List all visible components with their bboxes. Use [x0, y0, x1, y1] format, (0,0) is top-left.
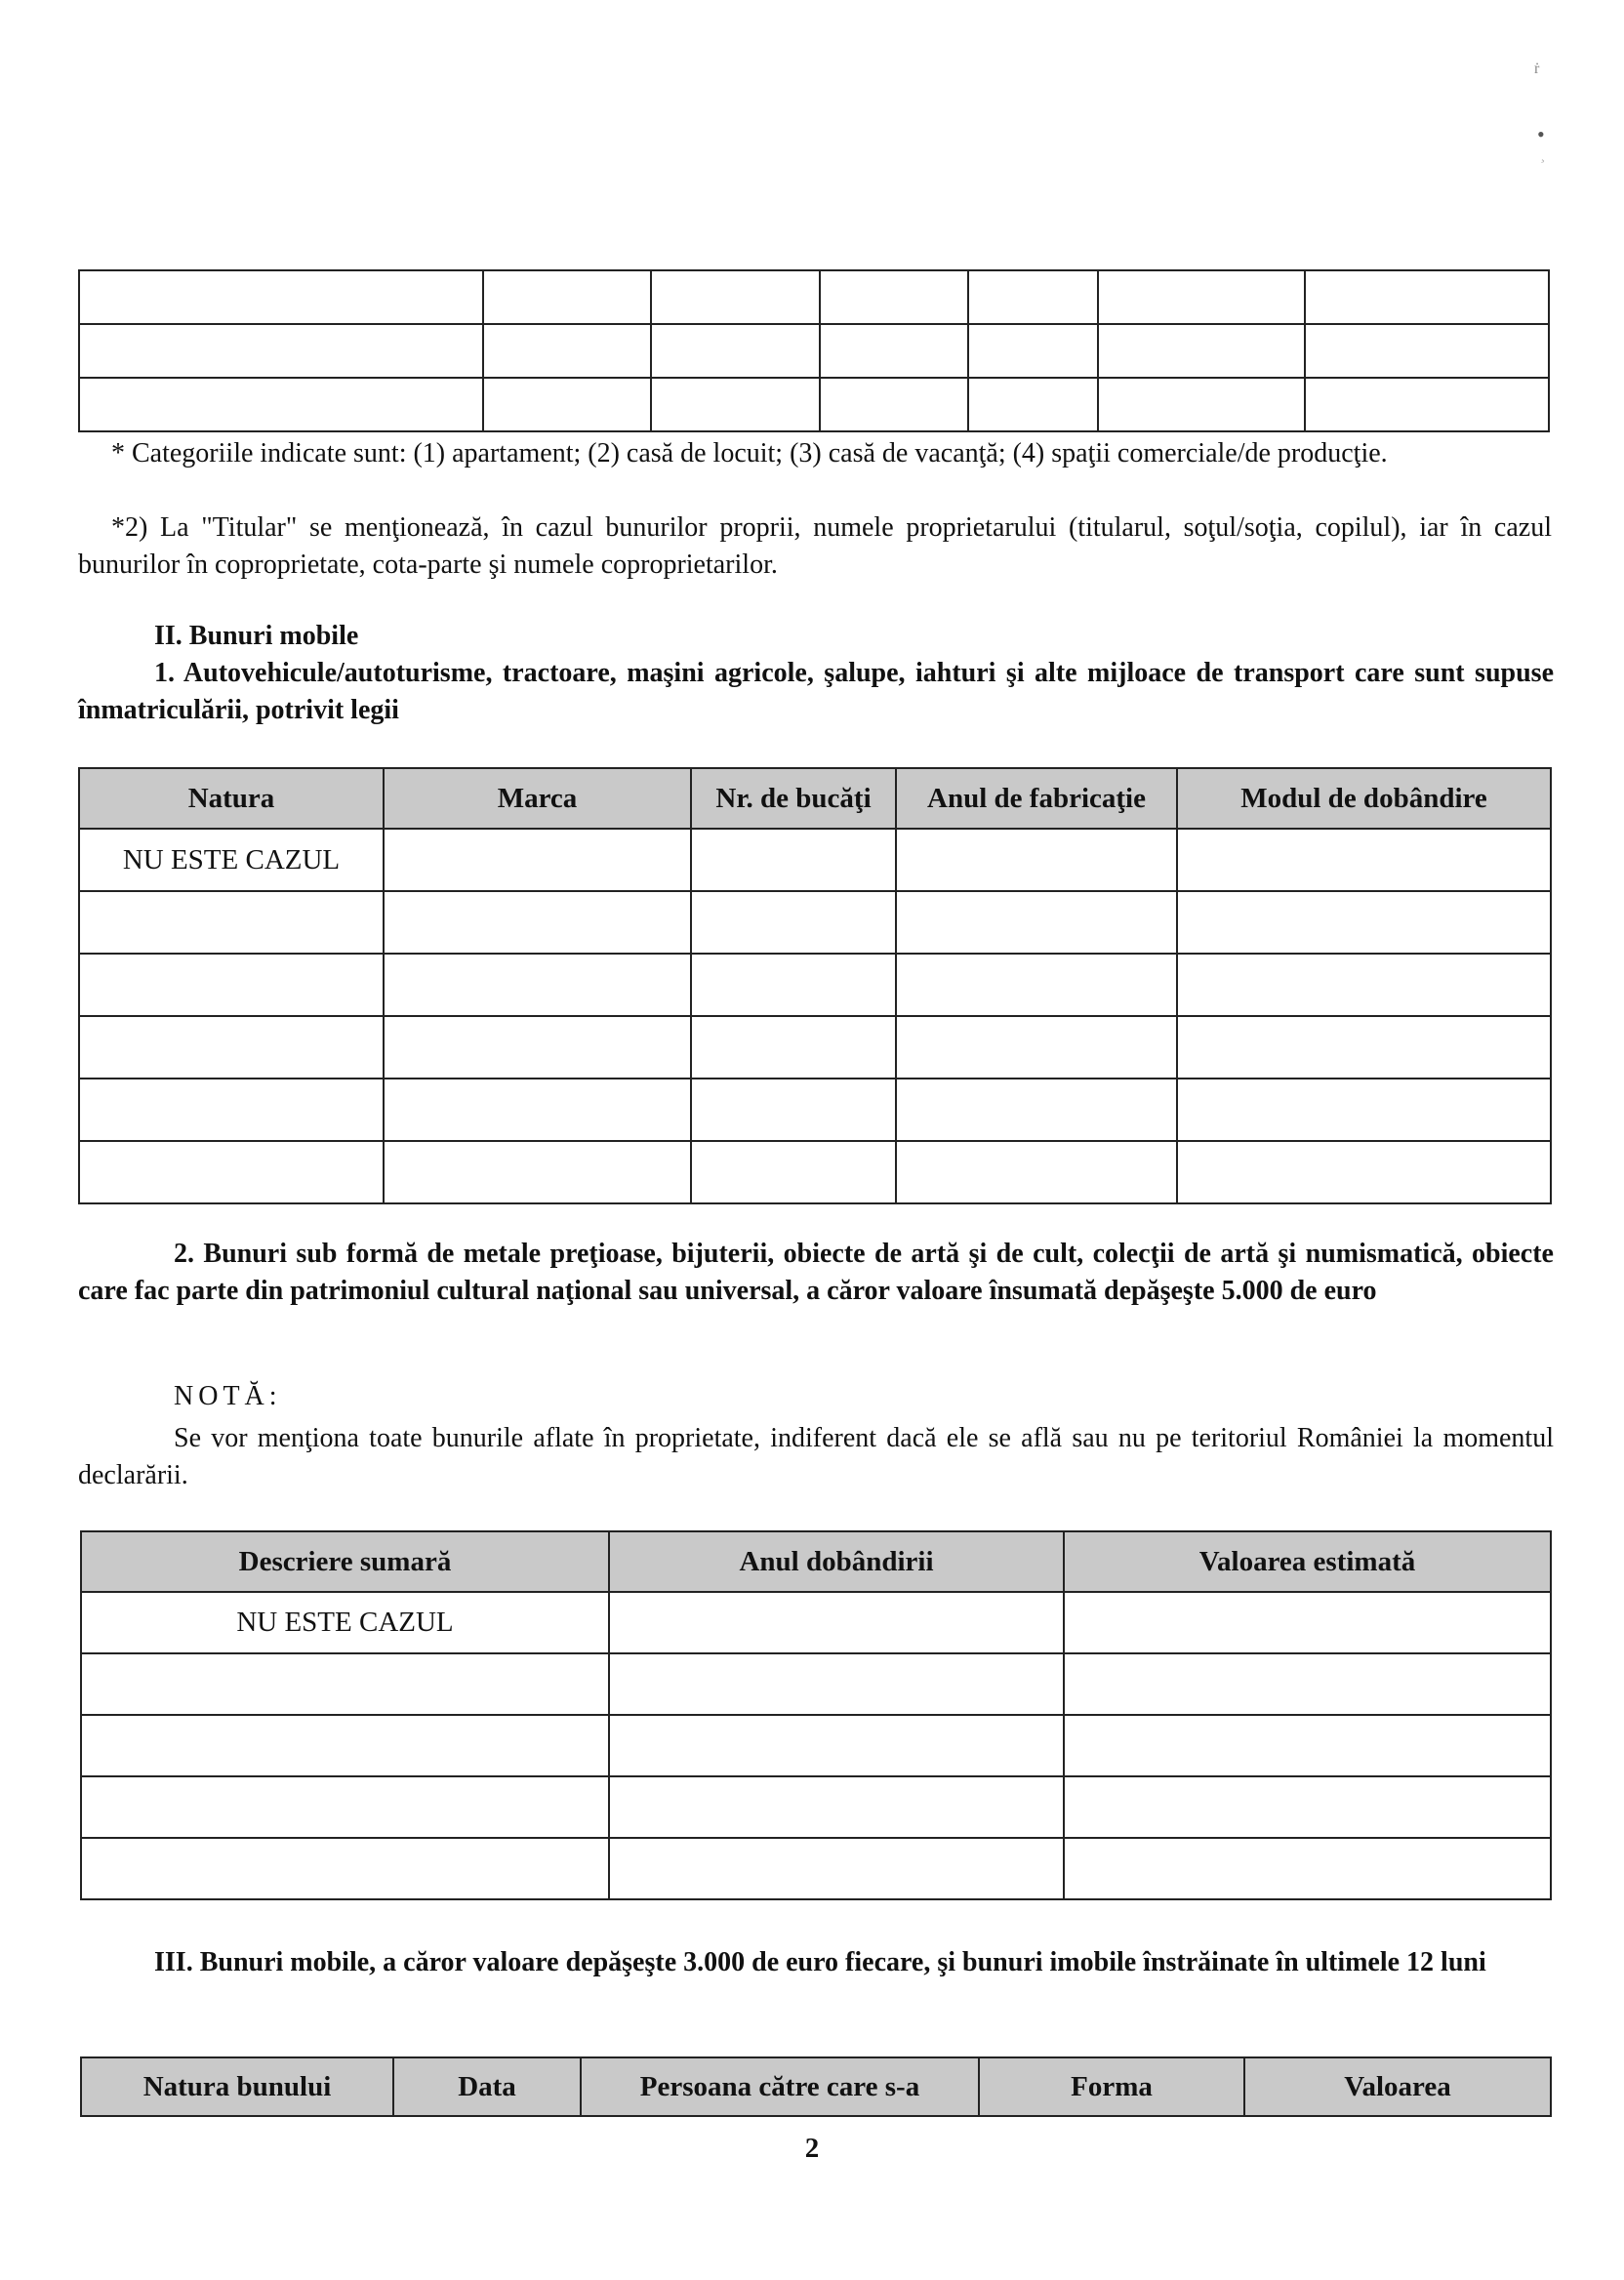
column-header: Natura bunului [81, 2057, 393, 2116]
table-cell [896, 954, 1177, 1016]
table-alienated-goods [80, 2056, 1552, 2117]
table-cell [691, 829, 896, 891]
column-header: Marca [384, 768, 691, 829]
column-header: Forma [979, 2057, 1244, 2116]
table-cell [1064, 1715, 1551, 1776]
table-row [79, 1079, 1551, 1141]
table-row [79, 270, 1549, 324]
table-cell [1064, 1653, 1551, 1715]
table-row [79, 1141, 1551, 1203]
table-cell [384, 1141, 691, 1203]
subsection-heading-precious-goods: 2. Bunuri sub formă de metale preţioase, bijuterii, obiecte de artă şi de cult, colecţii de artă şi numismatică, obiecte care fac parte din patrimoniul cultural naţional sau universal, a căror valoare însumată depăşeşte 5.000 de euro [78, 1239, 1554, 1306]
table-cell [1177, 829, 1551, 891]
table-cell [384, 891, 691, 954]
table-cell [79, 1141, 384, 1203]
table-row [81, 1776, 1551, 1838]
subsection-heading-vehicles: 1. Autovehicule/autoturisme, tractoare, maşini agricole, şalupe, iahturi şi alte mijloace de transport care sunt supuse înmatriculării, potrivit legii [78, 658, 1554, 725]
column-header: Valoarea estimată [1064, 1531, 1551, 1592]
table-header-row [81, 2057, 1551, 2116]
column-header: Data [393, 2057, 581, 2116]
table-cell [609, 1653, 1064, 1715]
table-header-row [79, 768, 1551, 829]
table-header-row [81, 1531, 1551, 1592]
page-number: 2 [804, 2133, 820, 2164]
table-row [81, 1715, 1551, 1776]
table-cell [81, 1838, 609, 1899]
table-cell [1064, 1592, 1551, 1653]
table-cell [79, 1079, 384, 1141]
table-row [81, 1592, 1551, 1653]
table-row [79, 954, 1551, 1016]
table-cell [1177, 1079, 1551, 1141]
column-header: Natura [79, 768, 384, 829]
table-cell [81, 1653, 609, 1715]
table-cell [896, 1016, 1177, 1079]
nota-label: NOTĂ: [174, 1381, 282, 1411]
column-header: Nr. de bucăţi [691, 768, 896, 829]
table-cell [384, 1079, 691, 1141]
table-cell [896, 891, 1177, 954]
table-row [79, 891, 1551, 954]
table-cell [79, 954, 384, 1016]
footnote-categories: * Categoriile indicate sunt: (1) apartament; (2) casă de locuit; (3) casă de vacanţă; (4) spaţii comerciale/de producţie. [111, 438, 1388, 468]
table-cell: NU ESTE CAZUL [81, 1592, 609, 1653]
table-cell [896, 1079, 1177, 1141]
table-cell [609, 1776, 1064, 1838]
table-cell [609, 1715, 1064, 1776]
table-row [79, 324, 1549, 378]
table-cell [1064, 1776, 1551, 1838]
table-immovable-continuation [78, 269, 1550, 432]
table-cell [79, 1016, 384, 1079]
scan-mark-3: ¸ [1540, 146, 1546, 163]
table-cell [384, 829, 691, 891]
table-cell [384, 954, 691, 1016]
table-cell [609, 1838, 1064, 1899]
table-cell [896, 1141, 1177, 1203]
column-header: Descriere sumară [81, 1531, 609, 1592]
table-cell [691, 954, 896, 1016]
table-row [79, 829, 1551, 891]
table-row [79, 378, 1549, 431]
table-precious-goods [80, 1530, 1552, 1900]
footnote-titular: *2) La "Titular" se menţionează, în cazul bunurilor proprii, numele proprietarului (titularul, soţul/soţia, copilul), iar în cazul bunurilor în coproprietate, cota-parte şi numele coproprietarilor. [78, 512, 1552, 580]
table-cell [384, 1016, 691, 1079]
scan-mark-1: ṙ [1534, 61, 1540, 77]
table-cell [1177, 891, 1551, 954]
table-row [81, 1653, 1551, 1715]
scan-mark-2: • [1537, 122, 1545, 146]
table-cell [1064, 1838, 1551, 1899]
table-cell [1177, 954, 1551, 1016]
table-vehicles [78, 767, 1552, 1204]
column-header: Modul de dobândire [1177, 768, 1551, 829]
table-cell [81, 1776, 609, 1838]
table-cell [691, 1079, 896, 1141]
table-cell [79, 891, 384, 954]
column-header: Persoana către care s-a [581, 2057, 979, 2116]
nota-text: Se vor menţiona toate bunurile aflate în proprietate, indiferent dacă ele se află sau nu pe teritoriul României la momentul declarării. [78, 1423, 1554, 1490]
table-cell: NU ESTE CAZUL [79, 829, 384, 891]
table-cell [691, 1141, 896, 1203]
column-header: Anul dobândirii [609, 1531, 1064, 1592]
table-cell [691, 1016, 896, 1079]
table-row [79, 1016, 1551, 1079]
table-cell [1177, 1016, 1551, 1079]
section-heading-bunuri-mobile: II. Bunuri mobile [154, 621, 359, 651]
table-cell [691, 891, 896, 954]
table-cell [609, 1592, 1064, 1653]
table-cell [1177, 1141, 1551, 1203]
section-heading-alienated-goods: III. Bunuri mobile, a căror valoare depăşeşte 3.000 de euro fiecare, şi bunuri imobile înstrăinate în ultimele 12 luni [154, 1947, 1486, 1977]
table-row [81, 1838, 1551, 1899]
table-cell [896, 829, 1177, 891]
column-header: Valoarea [1244, 2057, 1551, 2116]
column-header: Anul de fabricaţie [896, 768, 1177, 829]
table-cell [81, 1715, 609, 1776]
